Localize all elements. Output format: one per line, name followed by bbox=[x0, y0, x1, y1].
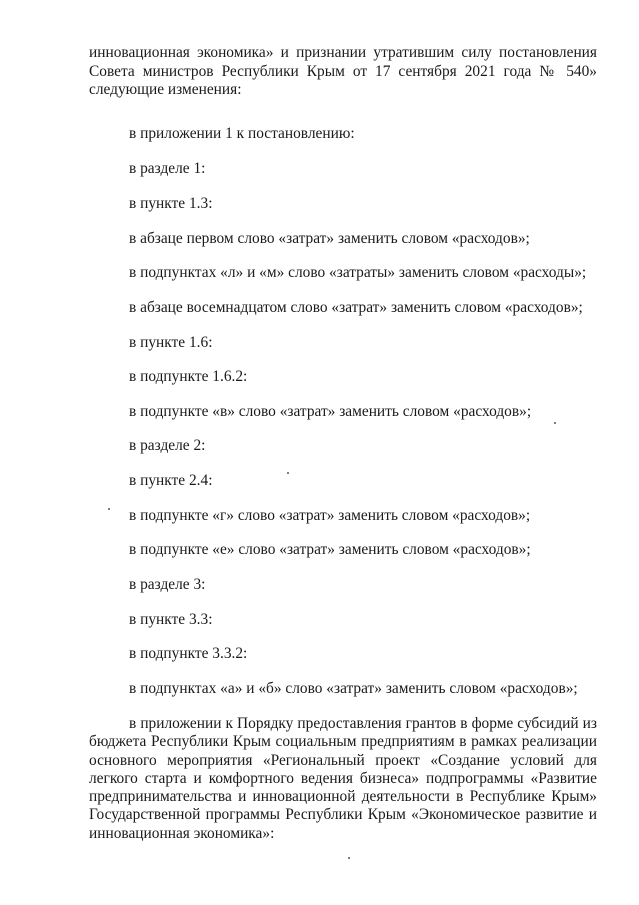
amendment-line: в пункте 2.4: bbox=[129, 472, 213, 489]
amendment-line: в абзаце восемнадцатом слово «затрат» заменить словом «расходов»; bbox=[129, 299, 583, 316]
scan-speck bbox=[287, 472, 289, 474]
amendment-line: в подпункте «в» слово «затрат» заменить словом «расходов»; bbox=[129, 403, 532, 420]
closing-paragraph: в приложении к Порядку предоставления грантов в форме субсидий из бюджета Республики Крым социальным предприятиям в рамках реализации основного мероприятия «Региональный проект «Создание условий для легкого старта и комфортного ведения бизнеса» подпрограммы «Развитие предпринимательства и инновационной деятельности в Республике Крым» Государственной программы Республики Крым «Экономическое развитие и инновационная экономика»: bbox=[89, 715, 597, 842]
scan-speck bbox=[554, 422, 556, 424]
amendment-line: в разделе 1: bbox=[129, 160, 206, 177]
amendment-line: в подпункте «г» слово «затрат» заменить словом «расходов»; bbox=[129, 507, 531, 524]
amendment-line: в разделе 2: bbox=[129, 437, 206, 454]
amendment-line: в пункте 3.3: bbox=[129, 611, 213, 628]
amendment-line: в подпунктах «а» и «б» слово «затрат» заменить словом «расходов»; bbox=[129, 680, 578, 697]
scan-speck bbox=[108, 508, 110, 510]
amendment-line: в подпункте «е» слово «затрат» заменить словом «расходов»; bbox=[129, 541, 531, 558]
amendment-line: в абзаце первом слово «затрат» заменить словом «расходов»; bbox=[129, 230, 530, 247]
amendment-line: в подпункте 1.6.2: bbox=[129, 368, 248, 385]
scan-speck bbox=[348, 857, 350, 859]
amendment-line: в пункте 1.3: bbox=[129, 195, 213, 212]
intro-paragraph: инновационная экономика» и признании утратившим силу постановления Совета министров Республики Крым от 17 сентября 2021 года № 540» следующие изменения: bbox=[89, 44, 597, 98]
amendment-line: в подпунктах «л» и «м» слово «затраты» заменить словом «расходы»; bbox=[129, 264, 587, 281]
amendment-line: в приложении 1 к постановлению: bbox=[129, 125, 355, 142]
amendment-line: в разделе 3: bbox=[129, 576, 206, 593]
amendment-line: в пункте 1.6: bbox=[129, 334, 213, 351]
amendment-line: в подпункте 3.3.2: bbox=[129, 645, 248, 662]
